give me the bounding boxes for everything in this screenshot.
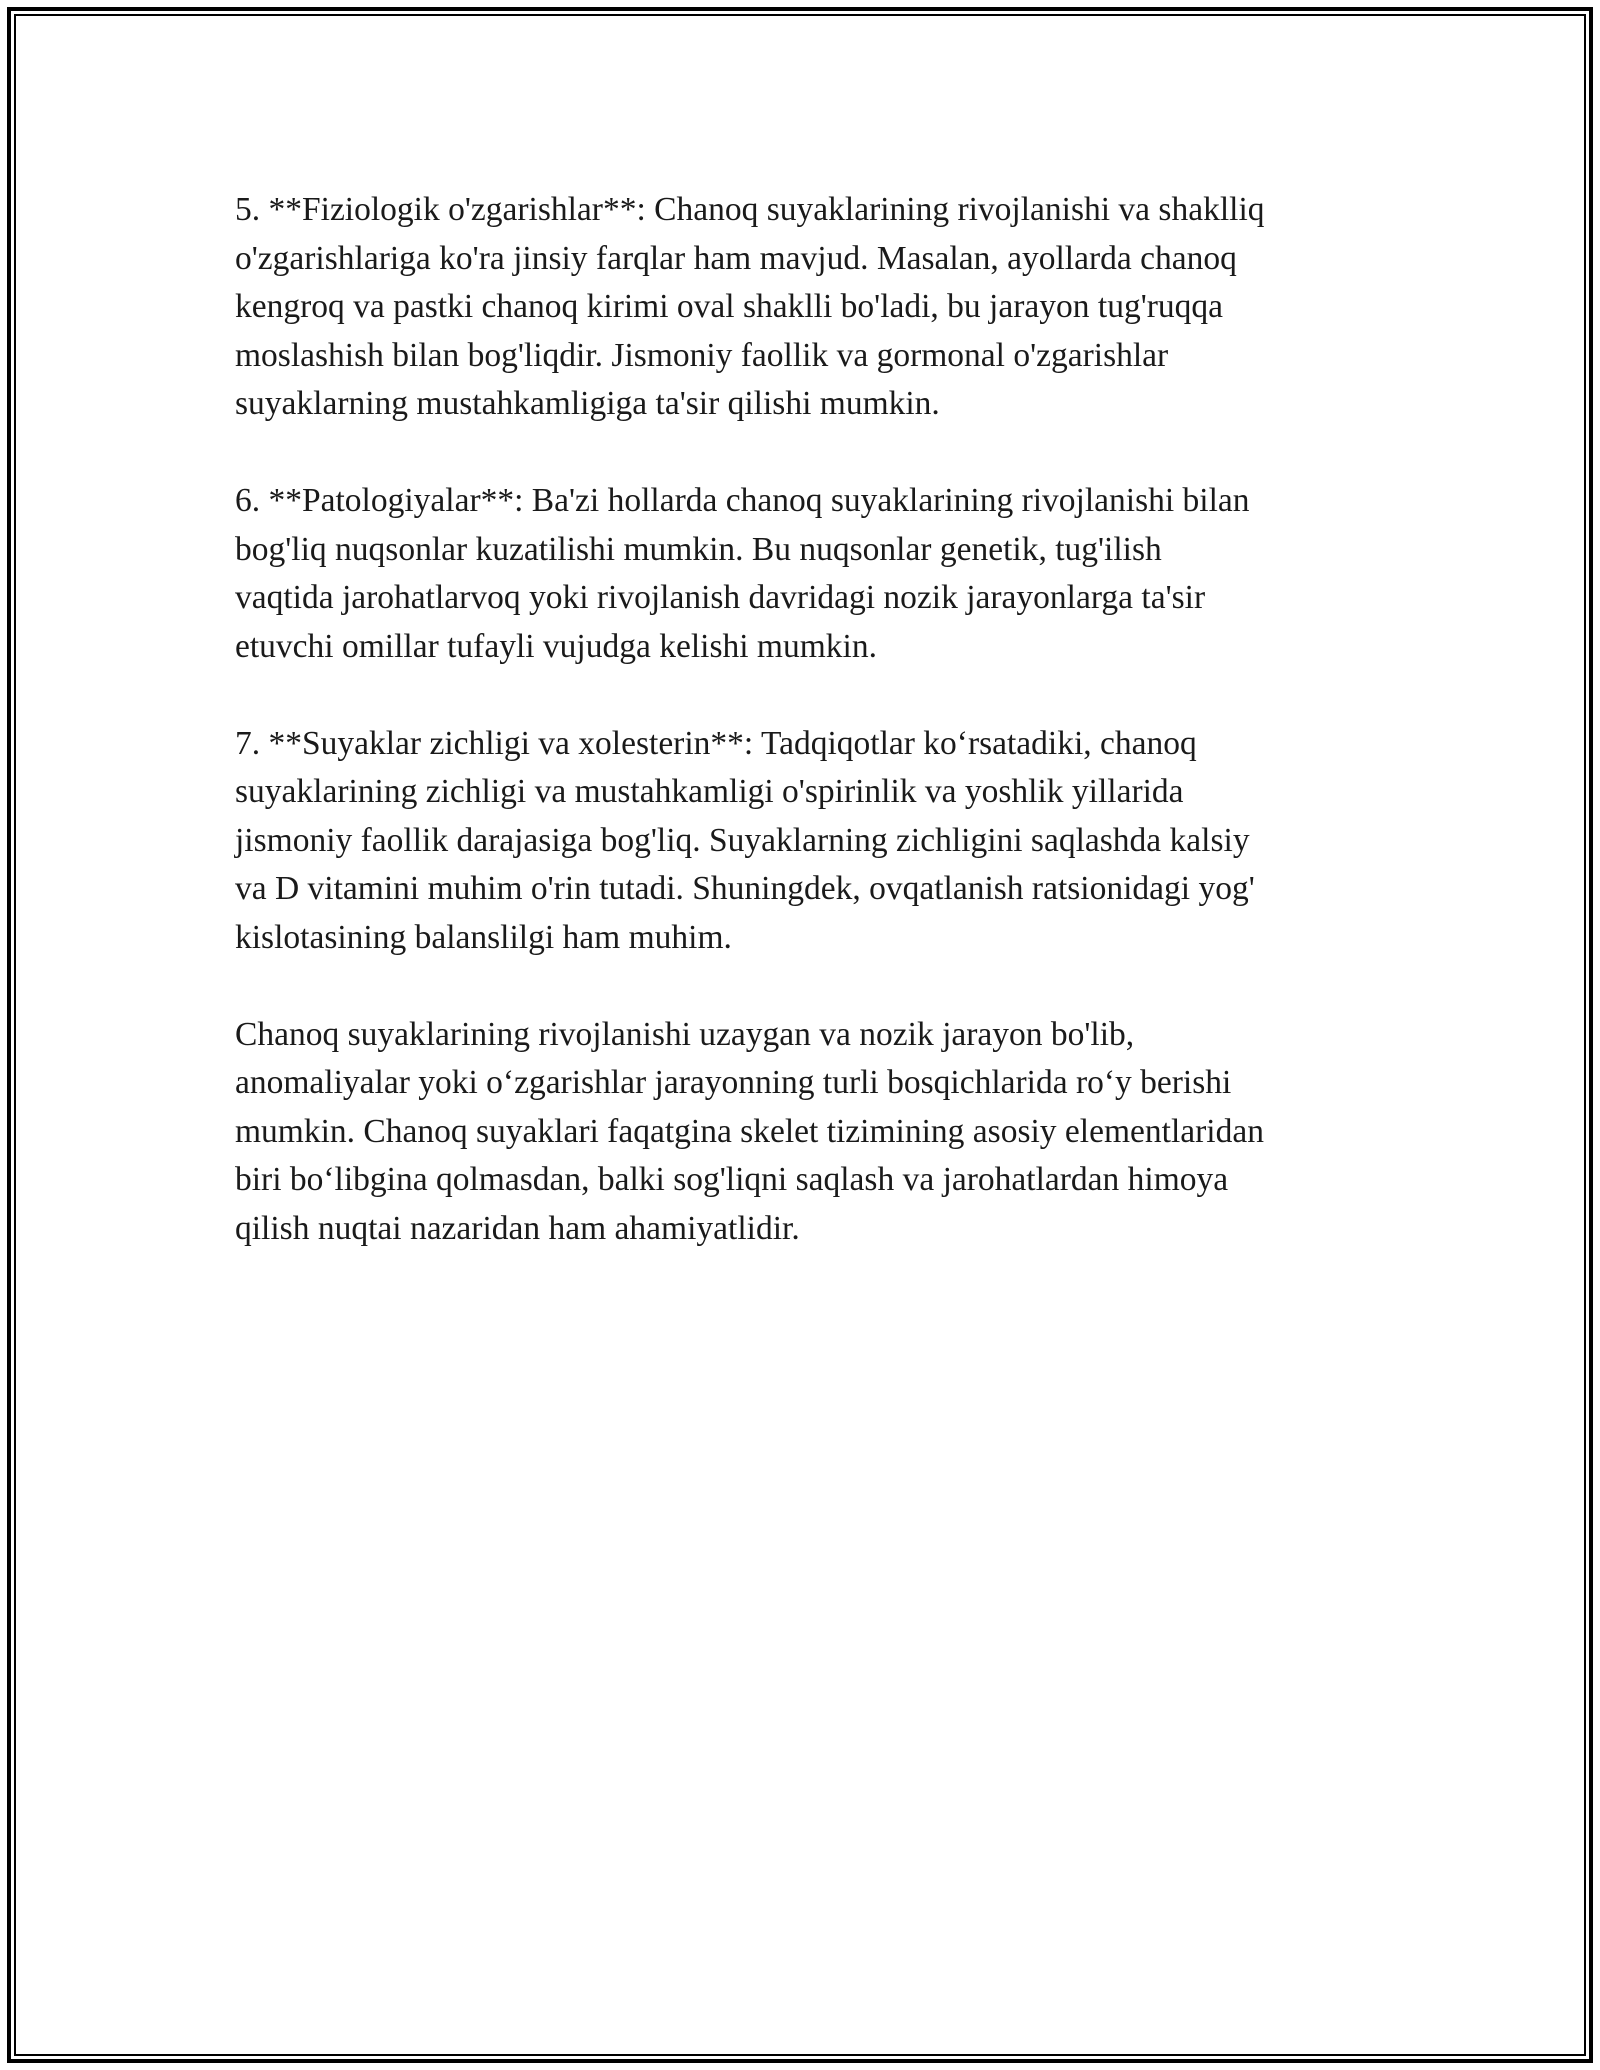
paragraph-patologiyalar: 6. **Patologiyalar**: Ba'zi hollarda chanoq suyaklarining rivojlanishi bilan bog'liq nuqsonlar kuzatilishi mumkin. Bu nuqsonlar genetik, tug'ilish vaqtida jarohatlarvoq yoki rivojlanish davridagi nozik jarayonlarga ta'sir etuvchi omillar tufayli vujudga kelishi mumkin. — [235, 482, 1250, 665]
paragraph-conclusion: Chanoq suyaklarining rivojlanishi uzaygan va nozik jarayon bo'lib, anomaliyalar yoki oʻzgarishlar jarayonning turli bosqichlarida roʻy berishi mumkin. Chanoq suyaklari faqatgina skelet tizimining asosiy elementlaridan biri boʻlibgina qolmasdan, balki sog'liqni saqlash va jarohatlardan himoya qilish nuqtai nazaridan ham ahamiyatlidir. — [235, 1015, 1264, 1247]
paragraph-suyaklar-zichligi: 7. **Suyaklar zichligi va xolesterin**: Tadqiqotlar koʻrsatadiki, chanoq suyaklarining zichligi va mustahkamligi o'spirinlik va yoshlik yillarida jismoniy faollik darajasiga bog'liq. Suyaklarning zichligini saqlashda kalsiy va D vitamini muhim o'rin tutadi. Shuningdek, ovqatlanish ratsionidagi yog' kislotasining balanslilgi ham muhim. — [235, 724, 1255, 956]
paragraph-fiziologik: 5. **Fiziologik o'zgarishlar**: Chanoq suyaklarining rivojlanishi va shaklliq o'zgarishlariga ko'ra jinsiy farqlar ham mavjud. Masalan, ayollarda chanoq kengroq va pastki chanoq kirimi oval shaklli bo'ladi, bu jarayon tug'ruqqa moslashish bilan bog'liqdir. Jismoniy faollik va gormonal o'zgarishlar suyaklarning mustahkamligiga ta'sir qilishi mumkin. — [235, 191, 1265, 422]
document-body — [235, 186, 1395, 1302]
